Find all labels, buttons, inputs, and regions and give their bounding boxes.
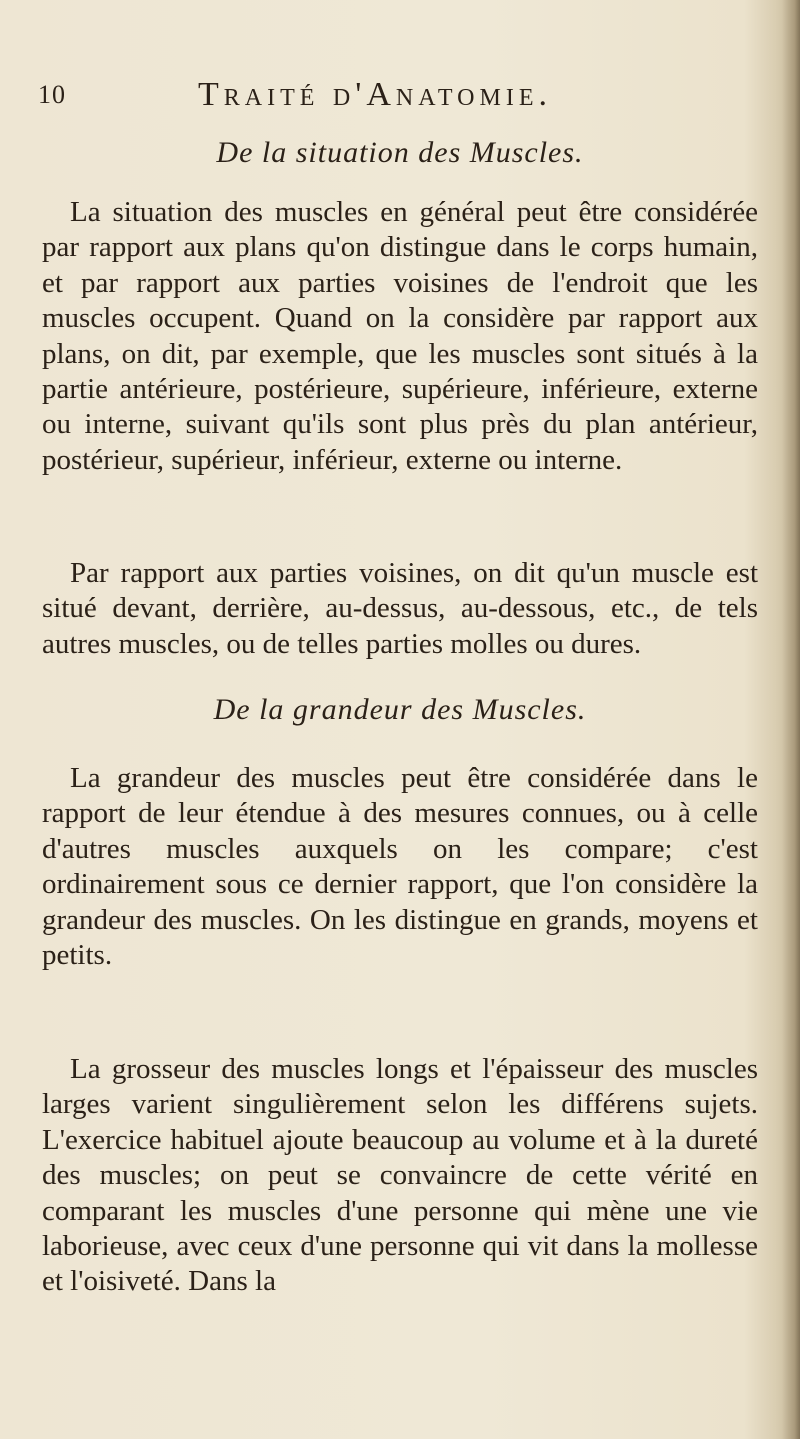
paragraph: La grosseur des muscles longs et l'épaisseur des muscles larges varient singulièrement selon les différens sujets. L'exercice habituel ajoute beaucoup au volume et à la dureté des muscles; on peut se convaincre de cette vérité en comparant les muscles d'une personne qui mène une vie laborieuse, avec ceux d'une personne qui vit dans la mollesse et l'oisiveté. Dans la: [42, 1053, 758, 1298]
section-title-situation: De la situation des Muscles.: [216, 136, 584, 169]
page-number: 10: [38, 80, 66, 109]
paragraph: La situation des muscles en général peut être considérée par rapport aux plans qu'on distingue dans le corps humain, et par rapport aux parties voisines de l'endroit que les muscles occupent. Quand on la considère par rapport aux plans, on dit, par exemple, que les muscles sont situés à la partie antérieure, postérieure, supérieure, inférieure, externe ou interne, suivant qu'ils sont plus près du plan antérieur, postérieur, supérieur, inférieur, externe ou interne.: [42, 196, 758, 476]
page-header: [38, 76, 778, 116]
section-title-grandeur: De la grandeur des Muscles.: [213, 693, 587, 726]
paragraph: La grandeur des muscles peut être considérée dans le rapport de leur étendue à des mesures connues, ou à celle d'autres muscles auxquels on les compare; c'est ordinairement sous ce dernier rapport, que l'on considère la grandeur des muscles. On les distingue en grands, moyens et petits.: [42, 762, 758, 972]
running-title: Traité d'Anatomie.: [198, 76, 552, 113]
paragraph: Par rapport aux parties voisines, on dit qu'un muscle est situé devant, derrière, au-dessus, au-dessous, etc., de tels autres muscles, ou de telles parties molles ou dures.: [42, 557, 758, 660]
